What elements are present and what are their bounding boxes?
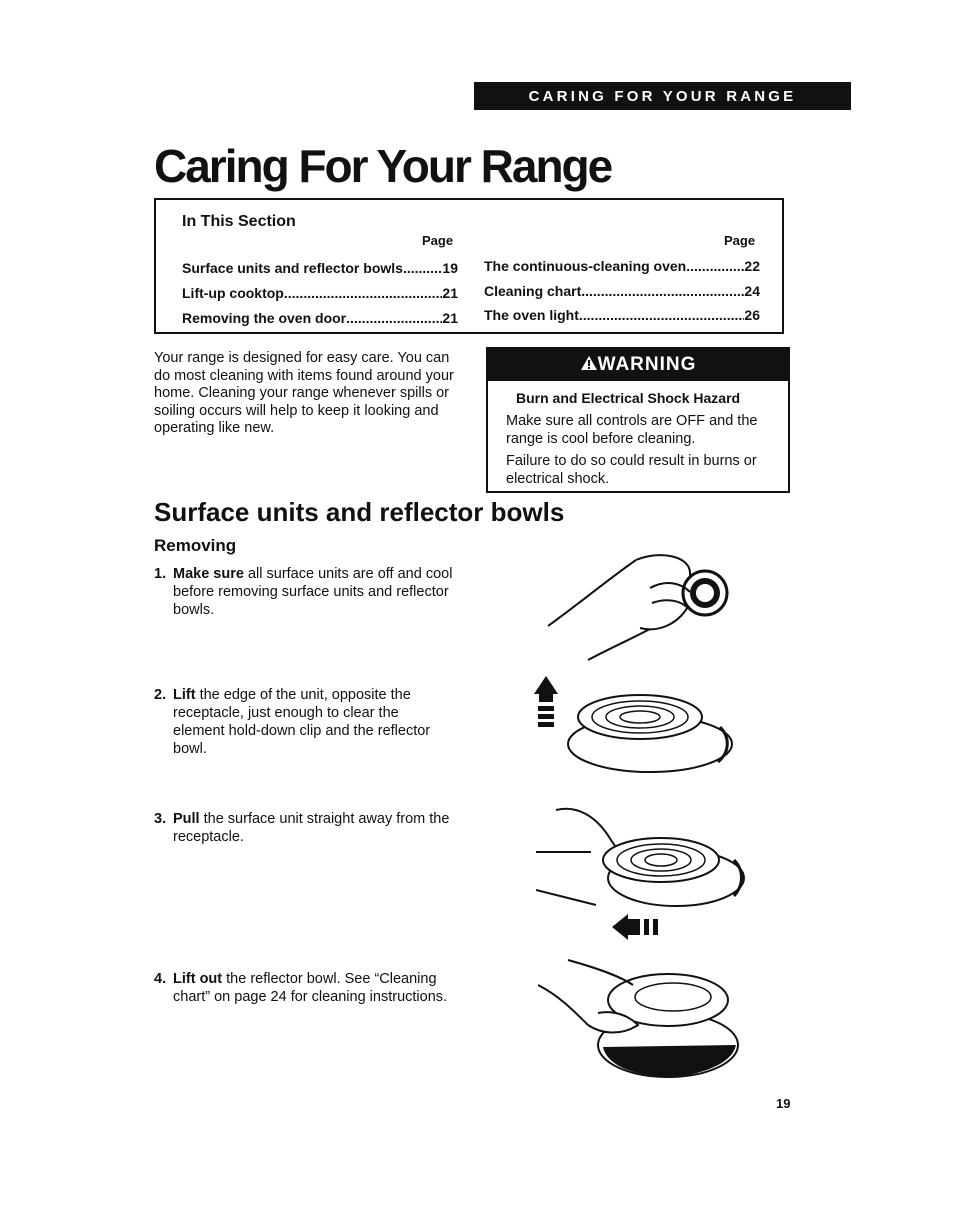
step-text: all surface units are off and cool before removing surface units and reflector bowls.	[173, 566, 453, 618]
toc-entry-label: Surface units and reflector bowls	[182, 260, 403, 276]
section-banner: CARING FOR YOUR RANGE	[474, 82, 851, 110]
toc-entry-page: 21	[442, 310, 458, 326]
step-3	[154, 810, 474, 846]
warning-text-1: Make sure all controls are OFF and the range is cool before cleaning.	[506, 413, 758, 447]
step-4	[154, 970, 474, 1006]
step-text: the edge of the unit, opposite the receptacle, just enough to clear the element hold-down clip and the reflector bowl.	[173, 687, 431, 757]
toc-entry-label: Cleaning chart	[484, 283, 582, 299]
toc-heading: In This Section	[182, 213, 296, 230]
toc-entry-page: 24	[744, 283, 760, 299]
warning-box	[486, 347, 790, 493]
step-bold: Pull	[173, 811, 200, 827]
step-bold: Make sure	[173, 566, 244, 582]
step-2	[154, 686, 454, 758]
toc-entry-page: 22	[744, 258, 760, 274]
warning-title: Burn and Electrical Shock Hazard	[516, 390, 741, 406]
lift-reflector-bowl-illustration	[538, 955, 743, 1085]
toc-box	[154, 198, 784, 334]
section-title: Surface units and reflector bowls	[154, 497, 565, 527]
step-bold: Lift out	[173, 971, 223, 987]
toc-page-header-right: Page	[724, 233, 756, 248]
toc-entry-label: The continuous-cleaning oven	[484, 258, 687, 274]
step-bold: Lift	[173, 687, 196, 703]
step-1	[154, 565, 454, 619]
toc-entry-page: 19	[442, 260, 458, 276]
subsection-title: Removing	[154, 536, 237, 555]
toc-entry-page: 21	[442, 285, 458, 301]
lift-element-illustration	[530, 672, 745, 782]
step-text: the surface unit straight away from the receptacle.	[173, 811, 450, 845]
step-number: 2.	[154, 687, 167, 703]
step-number: 1.	[154, 566, 167, 582]
warning-triangle-icon	[580, 355, 598, 371]
toc-entry-lift-up-cooktop[interactable]	[182, 285, 458, 301]
toc-entry-oven-door[interactable]	[182, 310, 458, 326]
step-number: 4.	[154, 971, 167, 987]
warning-label: WARNING	[597, 354, 697, 375]
toc-entry-label: Removing the oven door	[182, 310, 347, 326]
warning-text-2: Failure to do so could result in burns or electrical shock.	[506, 453, 757, 487]
toc-entry-label: The oven light	[484, 307, 579, 323]
toc-entry-oven-light[interactable]	[484, 307, 760, 323]
toc-entry-continuous-cleaning-oven[interactable]	[484, 258, 760, 274]
page-number: 19	[776, 1096, 791, 1111]
intro-paragraph: Your range is designed for easy care. You can do most cleaning with items found around your home. Cleaning your range whenever spills or soiling occurs will help to keep it looking and operating like new.	[154, 350, 454, 436]
pull-element-illustration	[536, 800, 746, 948]
step-number: 3.	[154, 811, 167, 827]
warning-header	[488, 349, 788, 381]
left-arrow-icon	[612, 914, 628, 940]
step-text: the reflector bowl. See “Cleaning chart” on page 24 for cleaning instructions.	[173, 971, 448, 1005]
page-title: Caring For Your Range	[154, 140, 612, 192]
up-arrow-icon	[534, 676, 558, 694]
toc-page-header-left: Page	[422, 233, 454, 248]
hand-turning-knob-illustration	[540, 548, 740, 668]
toc-entry-page: 26	[744, 307, 760, 323]
toc-entry-cleaning-chart[interactable]	[484, 283, 760, 299]
toc-entry-surface-units[interactable]	[182, 260, 458, 276]
toc-entry-label: Lift-up cooktop	[182, 285, 284, 301]
